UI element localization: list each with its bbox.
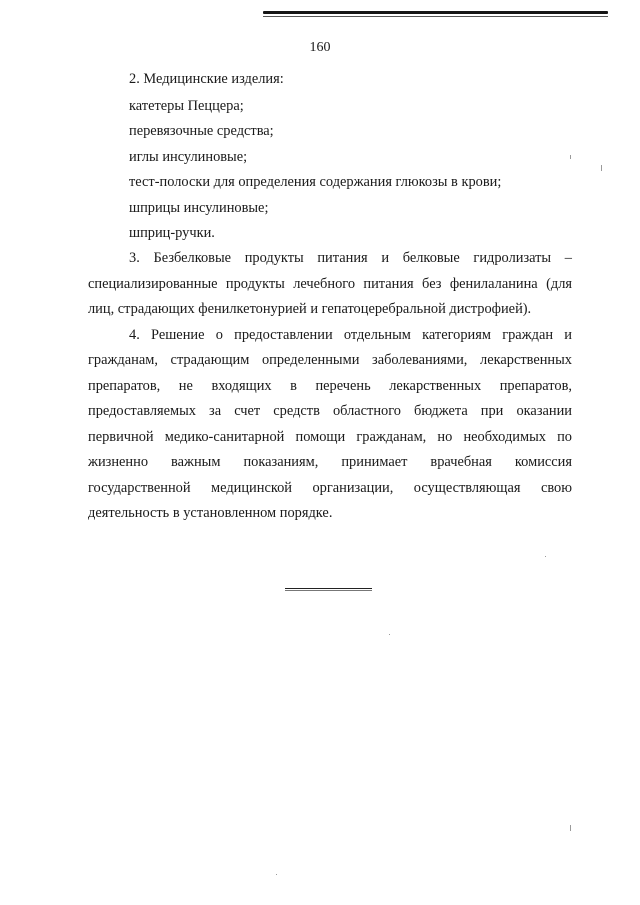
section-4-line: деятельность в установленном порядке. <box>88 505 333 521</box>
section-4-line: препаратов, не входящих в перечень лекарственных препаратов, <box>88 378 572 394</box>
section-2-heading: 2. Медицинские изделия: <box>129 71 284 87</box>
section-3-line: 3. Безбелковые продукты питания и белковые гидролизаты – <box>129 250 572 266</box>
scan-speck <box>389 634 390 635</box>
end-separator <box>285 588 372 589</box>
scan-speck <box>545 556 546 557</box>
list-item: иглы инсулиновые; <box>129 149 248 165</box>
section-4-line: первичной медико-санитарной помощи гражданам, но необходимых по <box>88 429 572 445</box>
scan-speck <box>570 155 571 159</box>
scan-speck <box>276 874 277 875</box>
header-rule-shadow <box>263 16 608 17</box>
scan-speck <box>570 825 571 831</box>
list-item: шприц-ручки. <box>129 225 215 241</box>
scan-speck <box>601 165 602 171</box>
section-3-line: специализированные продукты лечебного питания без фенилаланина (для <box>88 276 572 292</box>
list-item: тест-полоски для определения содержания глюкозы в крови; <box>129 174 502 190</box>
list-item: катетеры Пеццера; <box>129 98 244 114</box>
section-4-line: 4. Решение о предоставлении отдельным категориям граждан и <box>129 327 572 343</box>
section-4-line: предоставляемых за счет средств областного бюджета при оказании <box>88 403 572 419</box>
page-number: 160 <box>309 40 331 55</box>
end-separator-shadow <box>285 590 372 591</box>
section-4-line: жизненно важным показаниям, принимает врачебная комиссия <box>88 454 572 470</box>
section-4-line: гражданам, страдающим определенными заболеваниями, лекарственных <box>88 352 572 368</box>
section-3-line: лиц, страдающих фенилкетонурией и гепатоцеребральной дистрофией). <box>88 301 532 317</box>
section-4-line: государственной медицинской организации, осуществляющая свою <box>88 480 572 496</box>
header-rule <box>263 11 608 14</box>
list-item: шприцы инсулиновые; <box>129 200 269 216</box>
list-item: перевязочные средства; <box>129 123 274 139</box>
